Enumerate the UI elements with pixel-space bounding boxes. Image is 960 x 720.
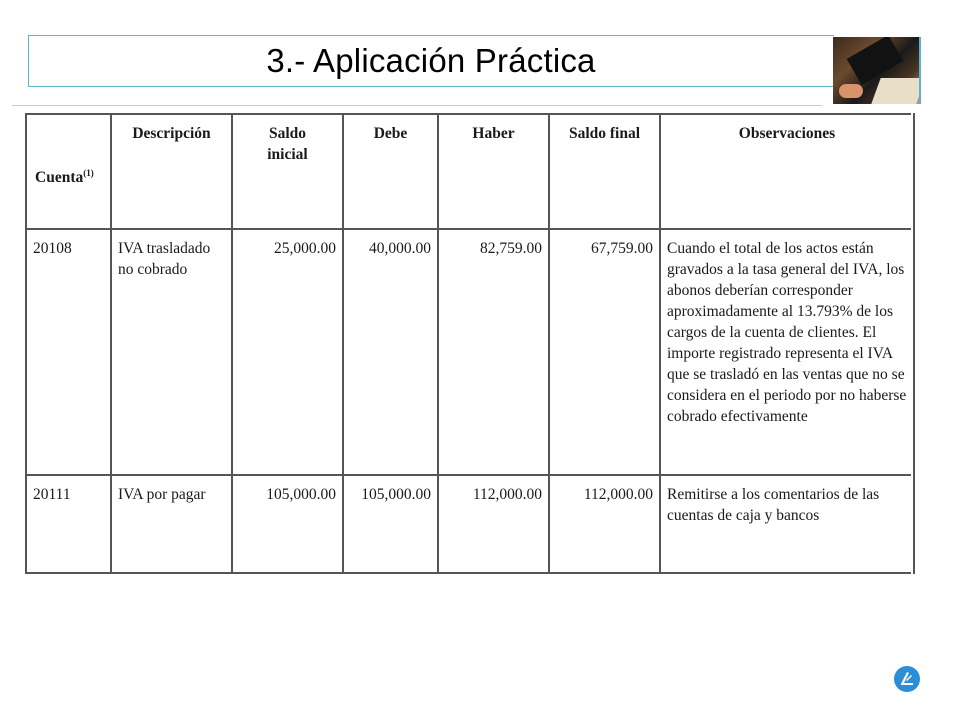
title-divider bbox=[12, 105, 822, 106]
cell-cuenta: 20108 bbox=[26, 229, 111, 475]
cell-saldo-inicial: 25,000.00 bbox=[232, 229, 343, 475]
cell-saldo-inicial: 105,000.00 bbox=[232, 475, 343, 573]
header-descripcion: Descripción bbox=[111, 114, 232, 229]
brand-logo-icon bbox=[894, 666, 920, 692]
cell-observaciones: Remitirse a los comentarios de las cuentas de caja y bancos bbox=[660, 475, 914, 573]
cell-haber: 112,000.00 bbox=[438, 475, 549, 573]
cell-descripcion: IVA por pagar bbox=[111, 475, 232, 573]
cell-debe: 40,000.00 bbox=[343, 229, 438, 475]
cell-cuenta: 20111 bbox=[26, 475, 111, 573]
header-debe: Debe bbox=[343, 114, 438, 229]
table-row bbox=[26, 475, 914, 573]
header-observaciones: Observaciones bbox=[660, 114, 914, 229]
header-saldo-inicial: Saldo inicial bbox=[232, 114, 343, 229]
accounts-table bbox=[25, 113, 915, 574]
header-cuenta: Cuenta$^{(1)}$ bbox=[26, 114, 111, 229]
cell-debe: 105,000.00 bbox=[343, 475, 438, 573]
table-row bbox=[26, 229, 914, 475]
cell-haber: 82,759.00 bbox=[438, 229, 549, 475]
cell-saldo-final: 112,000.00 bbox=[549, 475, 660, 573]
cell-saldo-final: 67,759.00 bbox=[549, 229, 660, 475]
cell-observaciones: Cuando el total de los actos están gravados a la tasa general del IVA, los abonos deberían corresponder aproximadamente al 13.793% de los cargos de la cuenta de clientes. El importe registrado representa el IVA que se trasladó en las ventas que no se considera en el periodo por no haberse cobrado efectivamente bbox=[660, 229, 914, 475]
slide-title: 3.- Aplicación Práctica bbox=[266, 42, 596, 79]
header-saldo-final: Saldo final bbox=[549, 114, 660, 229]
writing-hand-photo bbox=[833, 37, 921, 104]
cell-descripcion: IVA trasladado no cobrado bbox=[111, 229, 232, 475]
accounts-table-container bbox=[25, 113, 913, 583]
header-haber: Haber bbox=[438, 114, 549, 229]
table-header-row bbox=[26, 114, 914, 229]
